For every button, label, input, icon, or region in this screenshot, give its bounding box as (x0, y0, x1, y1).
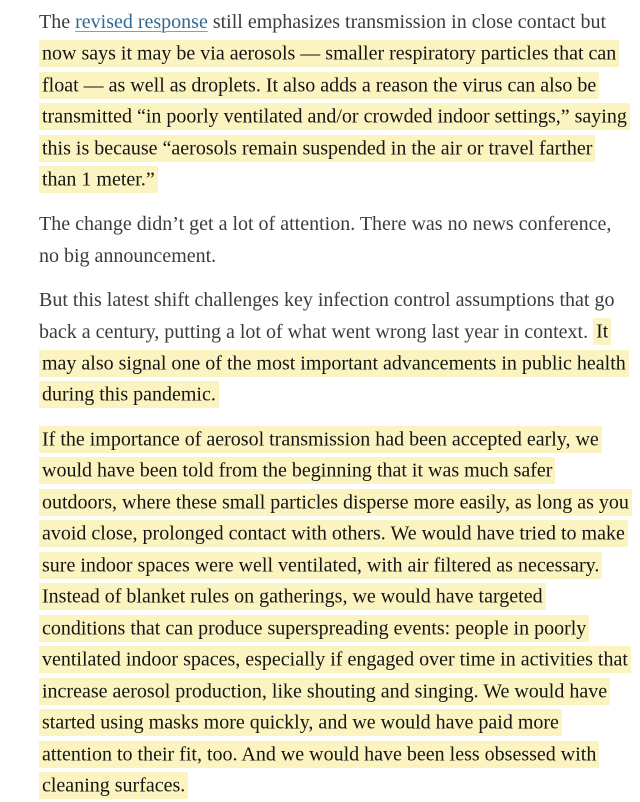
body-text: The (39, 11, 76, 33)
paragraph (39, 209, 629, 272)
body-text: The change didn’t get a lot of attention. There was no news conference, no big announcement. (39, 213, 612, 267)
paragraph (39, 424, 629, 802)
revised-response-link[interactable]: revised response (75, 11, 208, 33)
highlighted-text: If the importance of aerosol transmission had been accepted early, we would have been told from the beginning that it was much safer outdoors, where these small particles disperse more easily, as long as you avoid close, prolonged contact with others. We would have tried to make sure indoor spaces were well ventilated, with air filtered as necessary. Instead of blanket rules on gatherings, we would have targeted conditions that can produce superspreading events: people in poorly ventilated indoor spaces, especially if engaged over time in activities that increase aerosol production, like shouting and singing. We would have started using masks more quickly, and we would have paid more attention to their fit, too. And we would have been less obsessed with cleaning surfaces. (39, 426, 632, 800)
body-text: But this latest shift challenges key infection control assumptions that go back a century, putting a lot of what went wrong last year in context. (39, 289, 615, 343)
paragraph (39, 7, 629, 196)
highlighted-text: now says it may be via aerosols — smaller respiratory particles that can float — as well as droplets. It also adds a reason the virus can also be transmitted “in poorly ventilated and/or crowded indoor settings,” saying this is because “aerosols remain suspended in the air or travel farther than 1 meter.” (39, 40, 630, 193)
highlighted-text: It may also signal one of the most important advancements in public health during this pandemic. (39, 318, 629, 408)
body-text: still emphasizes transmission in close contact but (207, 11, 607, 33)
paragraph (39, 285, 629, 411)
